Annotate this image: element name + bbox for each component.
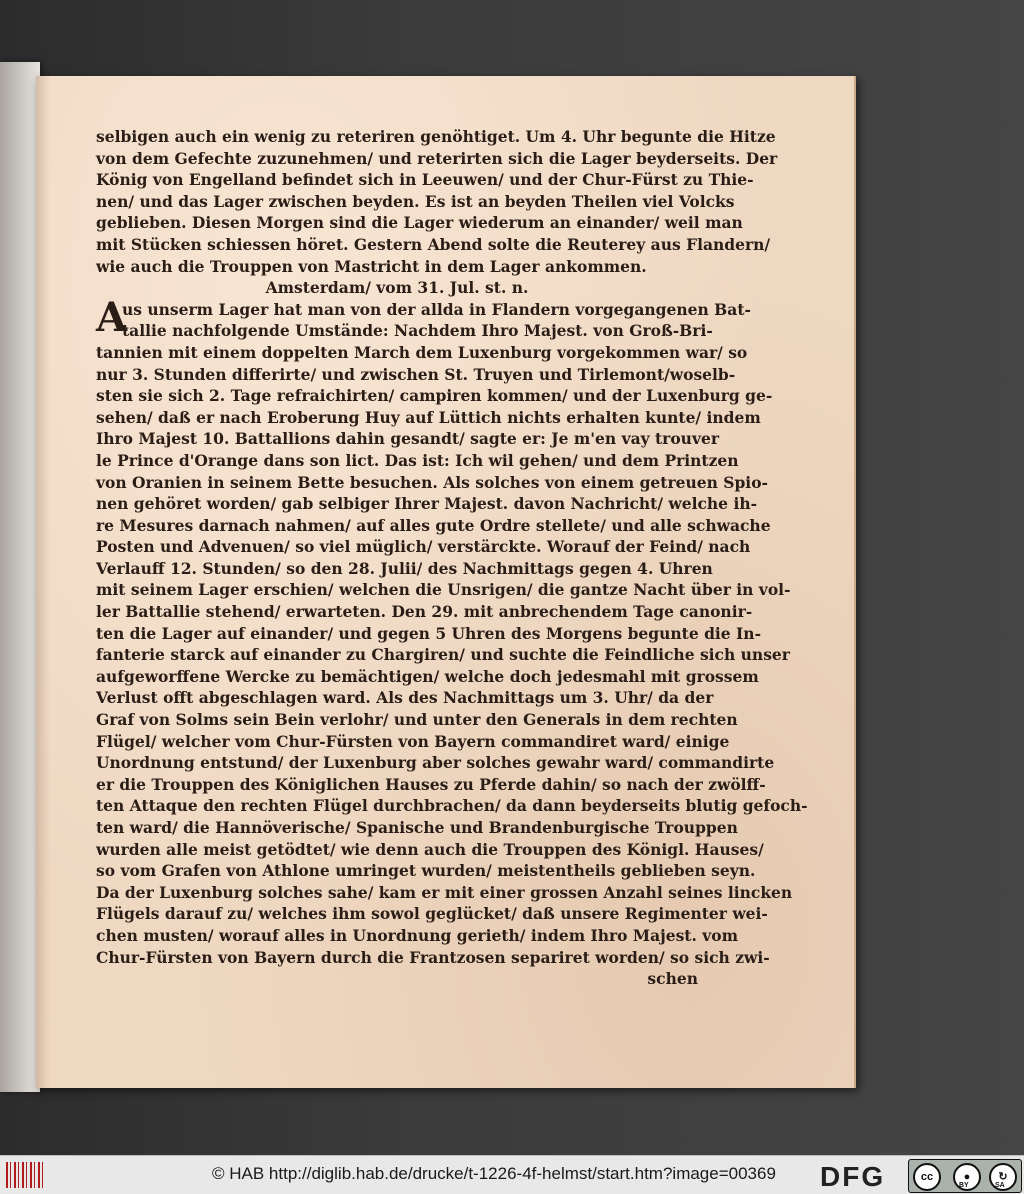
text-line: nur 3. Stunden differirte/ und zwischen St. Truyen und Tirlemont/woselb-: [96, 364, 736, 384]
copyright-link[interactable]: © HAB http://diglib.hab.de/drucke/t-1226-4f-helmst/start.htm?image=00369: [212, 1164, 776, 1183]
text-line: geblieben. Diesen Morgen sind die Lager wiederum an einander/ weil man: [96, 213, 743, 233]
text-line: sehen/ daß er nach Eroberung Huy auf Lüttich nichts erhalten kunte/ indem: [96, 407, 761, 427]
text-line: Flügel/ welcher vom Chur-Fürsten von Bayern commandiret ward/ einige: [96, 731, 730, 751]
text-line: nen/ und das Lager zwischen beyden. Es ist an beyden Theilen viel Volcks: [96, 191, 735, 211]
text-line: selbigen auch ein wenig zu reteriren genöhtiget. Um 4. Uhr begunte die Hitze: [96, 127, 776, 146]
text-line: fanterie starck auf einander zu Chargiren/ und suchte die Feindliche sich unser: [96, 645, 790, 665]
text-line: er die Trouppen des Königlichen Hauses zu Pferde dahin/ so nach der zwölff-: [96, 774, 766, 794]
text-line: mit seinem Lager erschien/ welchen die Unsrigen/ die gantze Nacht über in vol-: [96, 580, 791, 600]
text-line: Flügels darauf zu/ welches ihm sowol geglücket/ daß unsere Regimenter wei-: [96, 904, 768, 924]
text-line: Graf von Solms sein Bein verlohr/ und unter den Generals in dem rechten: [96, 710, 738, 730]
text-line: ten Attaque den rechten Flügel durchbrachen/ da dann beyderseits blutig gefoch-: [96, 796, 808, 816]
text-line: wurden alle meist getödtet/ wie denn auch die Trouppen des Königl. Hauses/: [96, 839, 764, 859]
text-line: sten sie sich 2. Tage refraichirten/ campiren kommen/ und der Luxenburg ge-: [96, 386, 773, 406]
text-line: Unordnung entstund/ der Luxenburg aber solches gewahr ward/ commandirte: [96, 753, 775, 773]
text-line: ten die Lager auf einander/ und gegen 5 Uhren des Morgens begunte die In-: [96, 623, 762, 643]
catchword: schen: [647, 969, 698, 989]
share-alike-icon: ↻: [989, 1163, 1017, 1191]
barcode-icon: [6, 1162, 46, 1188]
text-line: ler Battallie stehend/ erwarteten. Den 29. mit anbrechendem Tage canonir-: [96, 602, 753, 622]
drop-cap: A: [96, 294, 128, 341]
text-line: wie auch die Trouppen von Mastricht in dem Lager ankommen.: [96, 256, 647, 276]
cc-license-badge[interactable]: [908, 1159, 1022, 1193]
text-line: so vom Grafen von Athlone umringet wurden/ meistentheils geblieben seyn.: [96, 861, 756, 881]
sa-label: SA: [995, 1182, 1005, 1189]
text-line: Posten und Advenuen/ so viel müglich/ verstärckte. Worauf der Feind/ nach: [96, 537, 751, 557]
text-line: us unserm Lager hat man von der allda in Flandern vorgegangenen Bat-: [122, 299, 751, 319]
text-line: tannien mit einem doppelten March dem Luxenburg vorgekommen war/ so: [96, 342, 748, 362]
footer-bar: [0, 1155, 1024, 1194]
text-line: tallie nachfolgende Umstände: Nachdem Ihro Majest. von Groß-Bri-: [122, 321, 713, 341]
text-line: aufgeworffene Wercke zu bemächtigen/ welche doch jedesmahl mit grossem: [96, 666, 759, 686]
text-line: le Prince d'Orange dans son lict. Das ist: Ich wil gehen/ und dem Printzen: [96, 450, 739, 470]
text-line: re Mesures darnach nahmen/ auf alles gute Ordre stellete/ und alle schwache: [96, 515, 771, 535]
text-line: Verlauff 12. Stunden/ so den 28. Julii/ des Nachmittags gegen 4. Uhren: [96, 558, 713, 578]
text-line: Chur-Fürsten von Bayern durch die Frantzosen separiret worden/ so sich zwi-: [96, 947, 770, 967]
text-line: Da der Luxenburg solches sahe/ kam er mit einer grossen Anzahl seines lincken: [96, 882, 793, 902]
text-line: chen musten/ worauf alles in Unordnung gerieth/ indem Ihro Majest. vom: [96, 925, 739, 945]
by-label: BY: [959, 1182, 969, 1189]
text-line: Ihro Majest 10. Battallions dahin gesandt/ sagte er: Je m'en vay trouver: [96, 429, 719, 449]
text-line: Verlust offt abgeschlagen ward. Als des Nachmittags um 3. Uhr/ da der: [96, 688, 714, 708]
text-line: ten ward/ die Hannöverische/ Spanische und Brandenburgische Trouppen: [96, 818, 738, 837]
page-gutter-shadow: [36, 76, 50, 1088]
facing-page-edge: [0, 62, 40, 1092]
dateline: Amsterdam/ vom 31. Jul. st. n.: [265, 278, 529, 298]
text-line: mit Stücken schiessen höret. Gestern Abend solte die Reuterey aus Flandern/: [96, 234, 771, 254]
text-line: von Oranien in seinem Bette besuchen. Als solches von einem getreuen Spio-: [96, 472, 768, 492]
attribution-icon: ●: [953, 1163, 981, 1191]
cc-icon: cc: [913, 1163, 941, 1191]
text-line: König von Engelland befindet sich in Leeuwen/ und der Chur-Fürst zu Thie-: [96, 170, 754, 190]
dfg-logo: DFG: [820, 1161, 886, 1192]
page-text: [96, 126, 808, 990]
text-line: von dem Gefechte zuzunehmen/ und reterirten sich die Lager beyderseits. Der: [96, 148, 778, 168]
text-line: nen gehöret worden/ gab selbiger Ihrer Majest. davon Nachricht/ welche ih-: [96, 494, 758, 514]
